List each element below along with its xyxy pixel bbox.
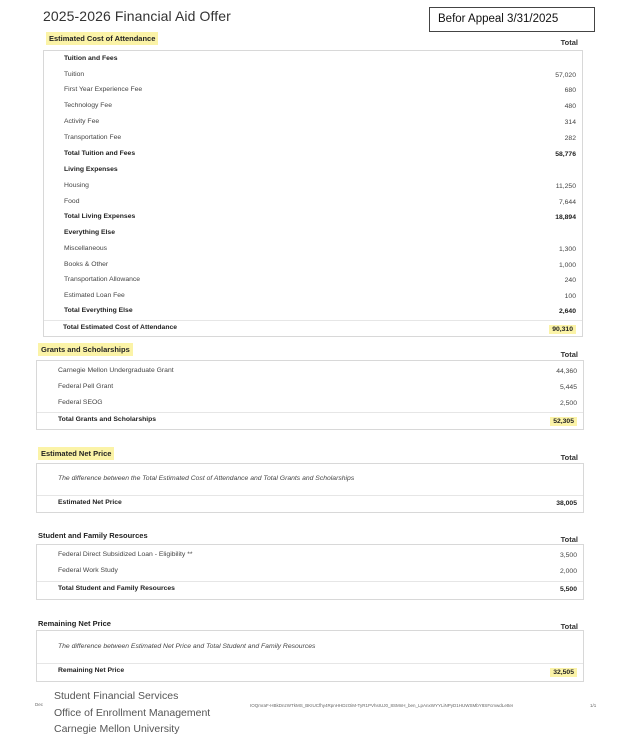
table-row: Estimated Loan Fee 100 [64,292,576,300]
net-price-heading [38,449,114,458]
coa-heading-text: Estimated Cost of Attendance [46,32,158,45]
appeal-note: Befor Appeal 3/31/2025 [429,7,595,32]
remaining-heading: Remaining Net Price [38,619,111,628]
footer-line-2: Office of Enrollment Management [54,707,211,719]
resources-heading: Student and Family Resources [38,531,148,540]
table-row: Transportation Fee 282 [64,134,576,142]
coa-table [43,50,583,337]
table-row: Federal SEOG 2,500 [58,399,577,407]
coa-total-header: Total [560,38,578,47]
net-price-heading-text: Estimated Net Price [38,447,114,460]
table-row: Federal Pell Grant 5,445 [58,383,577,391]
table-row: Federal Direct Subsidized Loan - Eligibility ** 3,500 [58,551,577,559]
net-price-table [36,463,584,513]
total-row: Estimated Net Price 38,005 [37,495,583,511]
net-price-note: The difference between the Total Estimated Cost of Attendance and Total Grants and Scholarships [58,475,355,482]
table-row: Total Living Expenses 18,894 [64,213,576,221]
table-row: Food 7,644 [64,198,576,206]
footer-line-1: Student Financial Services [54,690,179,702]
table-row: Miscellaneous 1,300 [64,245,576,253]
grants-heading [38,345,133,354]
grants-heading-text: Grants and Scholarships [38,343,133,356]
grants-total-header: Total [560,350,578,359]
table-row: Tuition 57,020 [64,71,576,79]
grants-table [36,360,584,430]
table-row: Federal Work Study 2,000 [58,567,577,575]
table-row: Activity Fee 314 [64,118,576,126]
total-row: Remaining Net Price 32,505 [37,663,583,679]
resources-total-header: Total [560,535,578,544]
table-row: Books & Other 1,000 [64,261,576,269]
table-row: First Year Experience Fee 680 [64,86,576,94]
remaining-table [36,630,584,682]
table-row: Carnegie Mellon Undergraduate Grant 44,360 [58,367,577,375]
footer-left-mark: Dec [35,702,44,707]
table-row: Transportation Allowance 240 [64,276,576,284]
resources-table [36,544,584,600]
table-row: Living Expenses [64,166,118,173]
footer-page: 1/1 [590,703,597,708]
table-row: Tuition and Fees [64,55,118,62]
footer-code: IOQmraF-HBkDnzWTkMS_BKIUCfhy4RpnHHDzOiM-TyR1PVhsIUJ0_8SMnH_ben_LpAnxWYYLiNPyD1HUWSMbY8SFcmwdLetter [250,703,514,708]
total-row: Total Student and Family Resources 5,500 [37,581,583,597]
table-row: Housing 11,250 [64,182,576,190]
table-row: Everything Else [64,229,115,236]
footer-line-3: Carnegie Mellon University [54,723,180,735]
page-title: 2025-2026 Financial Aid Offer [43,8,231,24]
total-row: Total Grants and Scholarships 52,305 [37,412,583,428]
net-price-total-header: Total [560,453,578,462]
remaining-note: The difference between Estimated Net Price and Total Student and Family Resources [58,643,316,650]
coa-heading [46,34,158,43]
table-row: Total Everything Else 2,640 [64,307,576,315]
table-row: Technology Fee 480 [64,102,576,110]
table-row: Total Tuition and Fees 58,776 [64,150,576,158]
remaining-total-header: Total [560,622,578,631]
total-row: Total Estimated Cost of Attendance 90,310 [44,320,582,336]
